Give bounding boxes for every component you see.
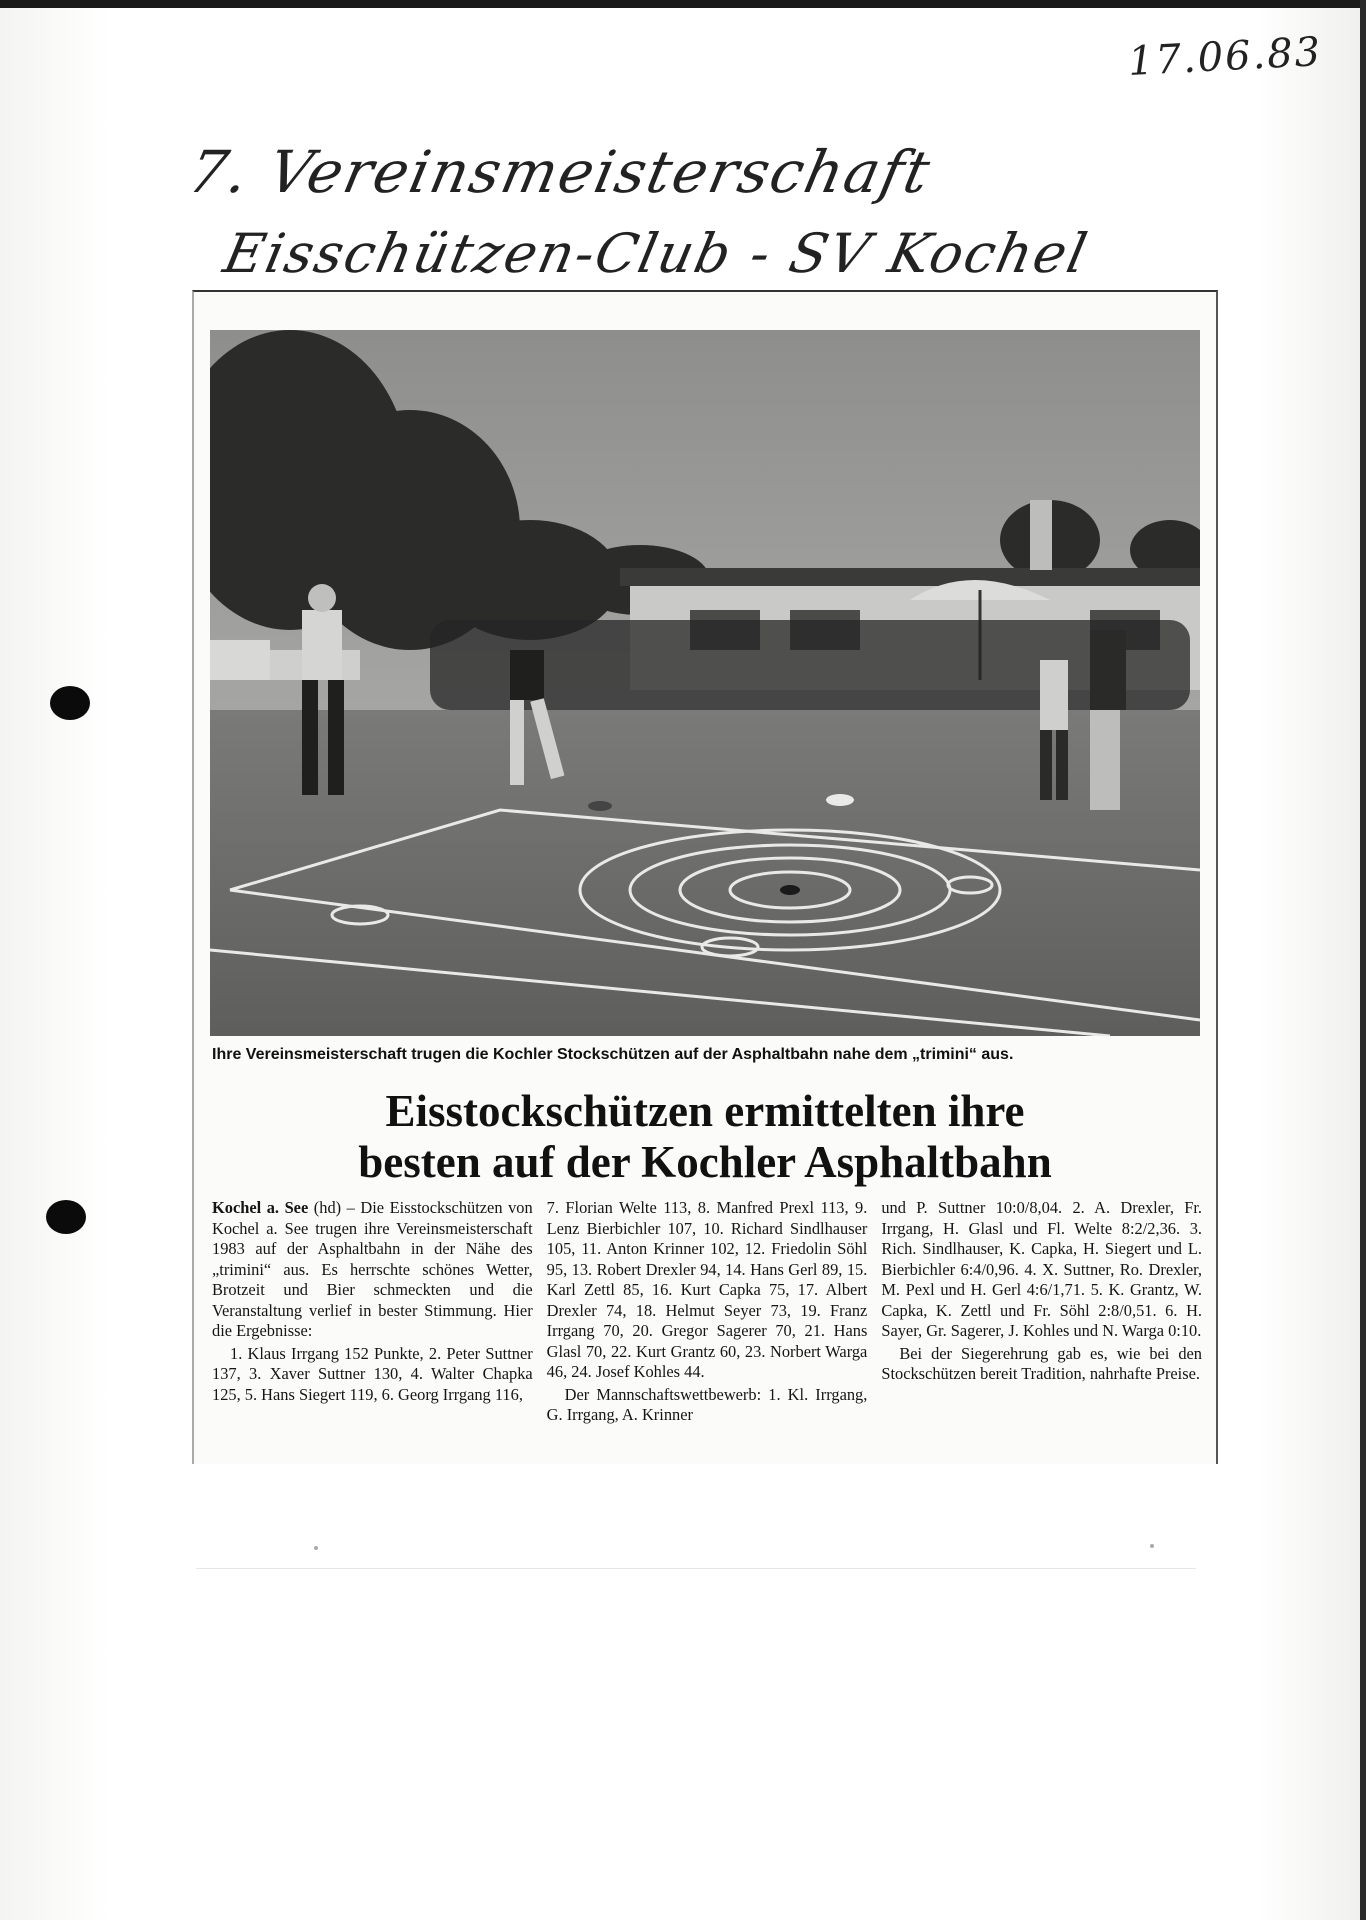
faint-fold-line	[196, 1568, 1196, 1569]
scan-top-edge	[0, 0, 1366, 8]
closing-paragraph: Bei der Siegerehrung gab es, wie bei den Stockschützen bereit Tradition, nahrhafte Preise.	[881, 1343, 1202, 1383]
article-column-2	[547, 1198, 868, 1462]
handwritten-title-line2: Eisschützen-Club - SV Kochel	[218, 222, 1095, 285]
photo-caption: Ihre Vereinsmeisterschaft trugen die Kochler Stockschützen auf der Asphaltbahn nahe dem „trimini“ aus.	[212, 1046, 1014, 1063]
article-headline	[210, 1086, 1200, 1188]
team-results-intro: Der Mannschaftswettbewerb: 1. Kl. Irrgang, G. Irrgang, A. Krinner	[546, 1384, 868, 1424]
headline-line2: besten auf der Kochler Asphaltbahn	[358, 1137, 1052, 1187]
dateline: Kochel a. See	[212, 1198, 309, 1217]
results-paragraph-1: 1. Klaus Irrgang 152 Punkte, 2. Peter Suttner 137, 3. Xaver Suttner 130, 4. Walter Chapka 125, 5. Hans Siegert 119, 6. Georg Irrgang 116,	[212, 1343, 533, 1404]
article-body	[212, 1198, 1202, 1462]
team-results: und P. Suttner 10:0/8,04. 2. A. Drexler, Fr. Irrgang, H. Glasl und Fl. Welte 8:2/2,36. 3. Rich. Sindlhauser, K. Capka, H. Siegert und L. Bierbichler 6:4/0,96. 4. X. Suttner, Ro. Drexler, M. Pexl und H. Gerl 4:6/1,71. 5. K. Grantz, W. Capka, K. Zettl und Fr. Söhl 2:8/0,51. 6. H. Sayer, Gr. Sagerer, J. Kohles und N. Warga 0:10.	[881, 1198, 1202, 1340]
dust-speck	[314, 1546, 318, 1550]
punch-hole-top	[50, 686, 90, 720]
results-paragraph-2: 7. Florian Welte 113, 8. Manfred Prexl 113, 9. Lenz Bierbichler 107, 10. Richard Sindlhauser 105, 11. Anton Krinner 102, 12. Friedolin Söhl 95, 13. Robert Drexler 94, 14. Hans Gerl 89, 15. Karl Zettl 85, 16. Kurt Capka 75, 17. Albert Drexler 74, 18. Helmut Seyer 73, 19. Franz Irrgang 70, 20. Gregor Sagerer 70, 21. Hans Glasl 70, 22. Kurt Grantz 60, 23. Norbert Warga 46, 24. Josef Kohles 44.	[546, 1198, 868, 1381]
scan-right-edge	[1360, 0, 1366, 1920]
headline-line1: Eisstockschützen ermittelten ihre	[385, 1086, 1025, 1136]
lead-paragraph	[212, 1198, 533, 1342]
article-photo	[210, 330, 1200, 1036]
handwritten-title-line1: 7. Vereinsmeisterschaft	[182, 138, 938, 206]
lead-text: (hd) – Die Eisstockschützen von Kochel a. See trugen ihre Vereinsmeisterschaft 1983 auf der Asphaltbahn in der Nähe des „trimini“ aus. Es herrschte schönes Wetter, Brotzeit und Bier schmeckten und die Veranstaltung verlief in bester Stimmung. Hier die Ergebnisse:	[212, 1198, 533, 1340]
dust-speck	[1150, 1544, 1154, 1548]
handwritten-date: 17.06.83	[1126, 28, 1324, 86]
article-column-1	[212, 1198, 533, 1462]
article-column-3	[881, 1198, 1202, 1462]
punch-hole-bottom	[46, 1200, 86, 1234]
